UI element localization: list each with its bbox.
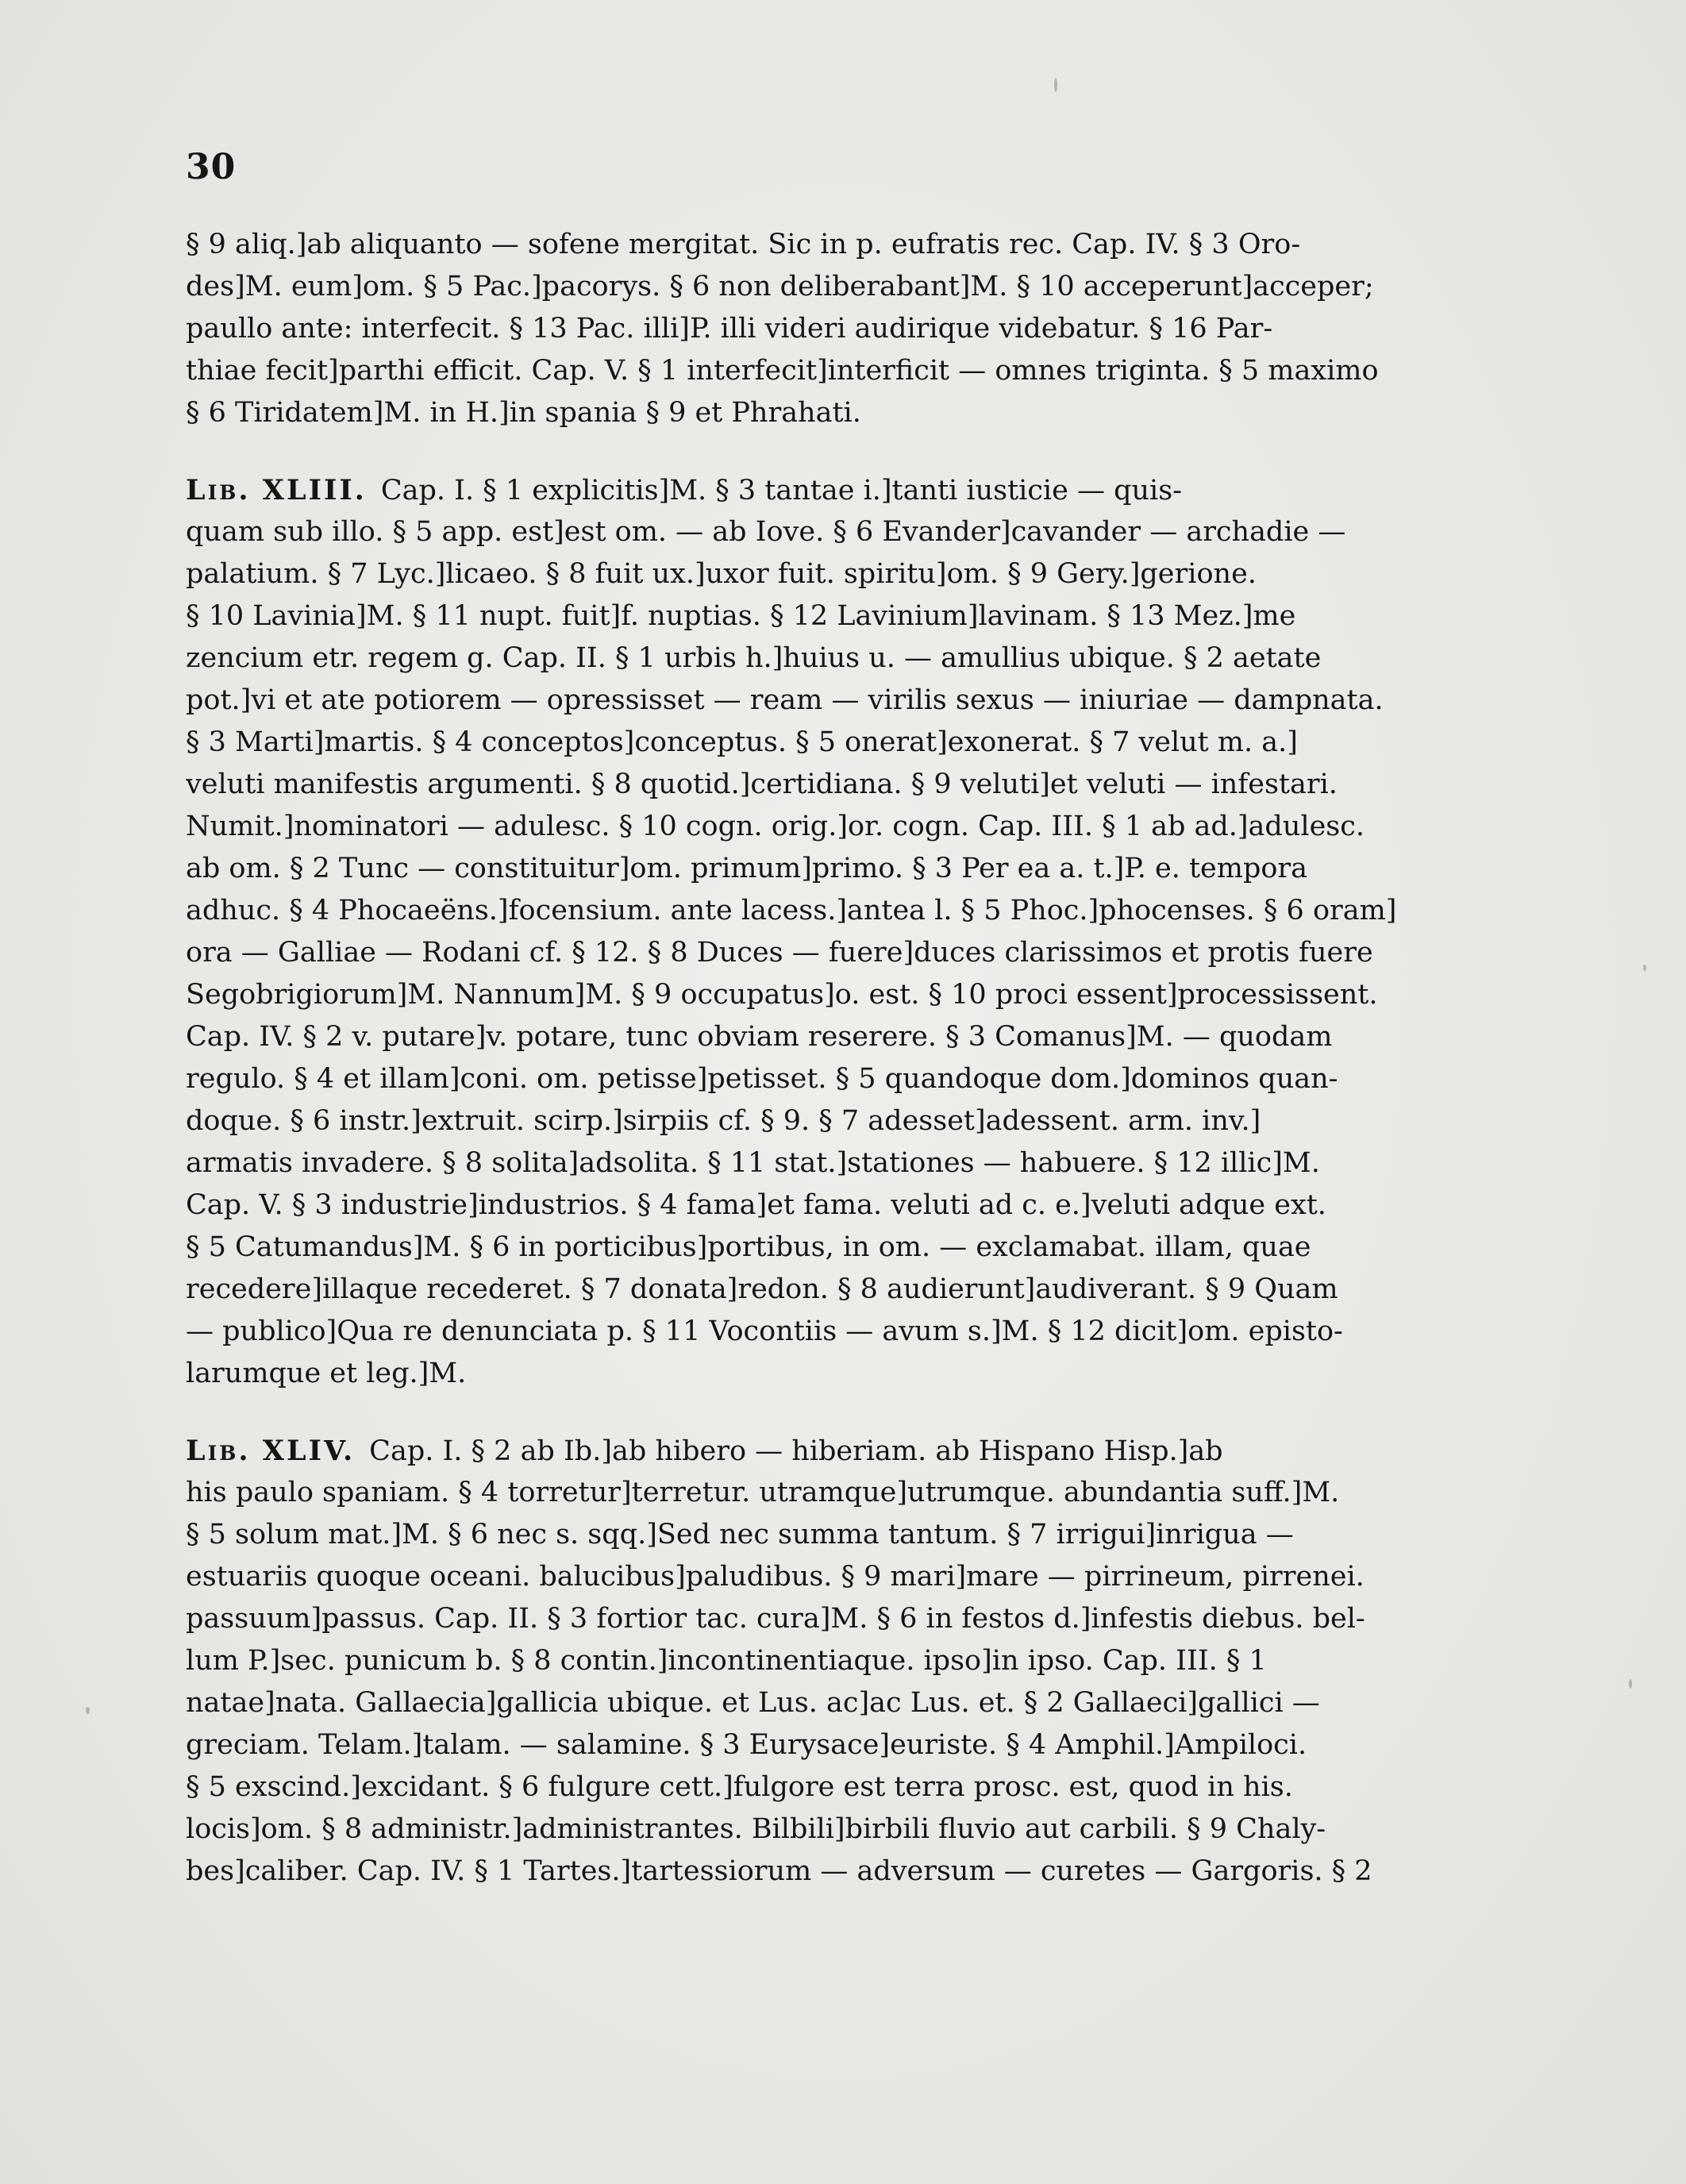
text-line: § 5 Catumandus]M. § 6 in porticibus]portibus, in om. — exclamabat. illam, quae bbox=[186, 1231, 1311, 1263]
text-line: passuum]passus. Cap. II. § 3 fortior tac. cura]M. § 6 in festos d.]infestis diebus. bel- bbox=[186, 1603, 1365, 1635]
text-line: ab om. § 2 Tunc — constituitur]om. primum]primo. § 3 Per ea a. t.]P. e. tempora bbox=[186, 853, 1308, 884]
text-line: quam sub illo. § 5 app. est]est om. — ab Iove. § 6 Evander]cavander — archadie — bbox=[186, 516, 1346, 548]
text-line: § 5 solum mat.]M. § 6 nec s. sqq.]Sed nec summa tantum. § 7 irrigui]inrigua — bbox=[186, 1519, 1294, 1550]
text-line bbox=[186, 469, 1518, 511]
section-lib-xliv bbox=[186, 1430, 1518, 1893]
paper-speck bbox=[1629, 1679, 1632, 1689]
page-number: 30 bbox=[186, 147, 237, 187]
text-line bbox=[186, 1430, 1518, 1472]
text-line: veluti manifestis argumenti. § 8 quotid.]certidiana. § 9 veluti]et veluti — infestari. bbox=[186, 768, 1338, 800]
text-line: Cap. IV. § 2 v. putare]v. potare, tunc obviam reserere. § 3 Comanus]M. — quodam bbox=[186, 1021, 1333, 1053]
text-line: Numit.]nominatori — adulesc. § 10 cogn. orig.]or. cogn. Cap. III. § 1 ab ad.]adulesc. bbox=[186, 811, 1365, 842]
text-line: palatium. § 7 Lyc.]licaeo. § 8 fuit ux.]uxor fuit. spiritu]om. § 9 Gery.]gerione. bbox=[186, 558, 1257, 590]
book-heading: Lib. XLIII. bbox=[186, 474, 367, 507]
text-line: Segobrigiorum]M. Nannum]M. § 9 occupatus]o. est. § 10 proci essent]processissent. bbox=[186, 979, 1378, 1011]
text-line: pot.]vi et ate potiorem — opressisset — ream — virilis sexus — iniuriae — dampnata. bbox=[186, 684, 1384, 716]
section-lib-xliii bbox=[186, 469, 1518, 1395]
text-line: § 10 Lavinia]M. § 11 nupt. fuit]f. nuptias. § 12 Lavinium]lavinam. § 13 Mez.]me bbox=[186, 600, 1296, 632]
text-line: his paulo spaniam. § 4 torretur]terretur. utramque]utrumque. abundantia suff.]M. bbox=[186, 1477, 1340, 1508]
text-line: regulo. § 4 et illam]coni. om. petisse]petisset. § 5 quandoque dom.]dominos quan- bbox=[186, 1063, 1338, 1095]
text-line: recedere]illaque recederet. § 7 donata]redon. § 8 audierunt]audiverant. § 9 Quam bbox=[186, 1273, 1338, 1305]
text-line: bes]caliber. Cap. IV. § 1 Tartes.]tartessiorum — adversum — curetes — Gargoris. § 2 bbox=[186, 1855, 1372, 1887]
text-line-content: Cap. I. § 1 explicitis]M. § 3 tantae i.]tanti iusticie — quis- bbox=[380, 475, 1183, 507]
text-line: thiae fecit]parthi efficit. Cap. V. § 1 interfecit]interficit — omnes triginta. § 5 maximo bbox=[186, 355, 1379, 387]
text-line: estuariis quoque oceani. balucibus]paludibus. § 9 mari]mare — pirrineum, pirrenei. bbox=[186, 1561, 1365, 1593]
paper-speck bbox=[1643, 965, 1646, 971]
text-line: lum P.]sec. punicum b. § 8 contin.]incontinentiaque. ipso]in ipso. Cap. III. § 1 bbox=[186, 1645, 1267, 1677]
text-line: Cap. V. § 3 industrie]industrios. § 4 fama]et fama. veluti ad c. e.]veluti adque ext. bbox=[186, 1189, 1326, 1221]
text-line: doque. § 6 instr.]extruit. scirp.]sirpiis cf. § 9. § 7 adesset]adessent. arm. inv.] bbox=[186, 1105, 1261, 1137]
text-line-content: Cap. I. § 2 ab Ib.]ab hibero — hiberiam. ab Hispano Hisp.]ab bbox=[369, 1435, 1223, 1467]
text-line: paullo ante: interfecit. § 13 Pac. illi]P. illi videri audirique videbatur. § 16 Par- bbox=[186, 313, 1273, 345]
text-line: locis]om. § 8 administr.]administrantes. Bilbili]birbili fluvio aut carbili. § 9 Chaly- bbox=[186, 1813, 1326, 1845]
text-line: § 5 exscind.]excidant. § 6 fulgure cett.]fulgore est terra prosc. est, quod in his. bbox=[186, 1771, 1293, 1803]
book-heading: Lib. XLIV. bbox=[186, 1435, 356, 1467]
text-line: des]M. eum]om. § 5 Pac.]pacorys. § 6 non deliberabant]M. § 10 acceperunt]acceper; bbox=[186, 271, 1374, 302]
text-line: armatis invadere. § 8 solita]adsolita. § 11 stat.]stationes — habuere. § 12 illic]M. bbox=[186, 1147, 1320, 1179]
critical-apparatus-text bbox=[186, 224, 1518, 1893]
text-line: ora — Galliae — Rodani cf. § 12. § 8 Duces — fuere]duces clarissimos et protis fuere bbox=[186, 937, 1373, 969]
text-line: § 3 Marti]martis. § 4 conceptos]conceptus. § 5 onerat]exonerat. § 7 velut m. a.] bbox=[186, 726, 1298, 758]
paper-speck bbox=[1054, 78, 1057, 92]
text-line: — publico]Qua re denunciata p. § 11 Vocontiis — avum s.]M. § 12 dicit]om. episto- bbox=[186, 1315, 1343, 1347]
text-line: natae]nata. Gallaecia]gallicia ubique. et Lus. ac]ac Lus. et. § 2 Gallaeci]gallici — bbox=[186, 1687, 1320, 1719]
paper-speck bbox=[86, 1707, 90, 1714]
text-line: greciam. Telam.]talam. — salamine. § 3 Eurysace]euriste. § 4 Amphil.]Ampiloci. bbox=[186, 1729, 1307, 1761]
text-line: zencium etr. regem g. Cap. II. § 1 urbis h.]huius u. — amullius ubique. § 2 aetate bbox=[186, 642, 1322, 674]
text-line: larumque et leg.]M. bbox=[186, 1358, 467, 1389]
text-line: § 9 aliq.]ab aliquanto — sofene mergitat. Sic in p. eufratis rec. Cap. IV. § 3 Oro- bbox=[186, 229, 1301, 260]
text-line: § 6 Tiridatem]M. in H.]in spania § 9 et Phrahati. bbox=[186, 397, 861, 429]
section-lib-xlii-end bbox=[186, 224, 1518, 434]
text-line: adhuc. § 4 Phocaeëns.]focensium. ante lacess.]antea l. § 5 Phoc.]phocenses. § 6 oram] bbox=[186, 895, 1397, 926]
